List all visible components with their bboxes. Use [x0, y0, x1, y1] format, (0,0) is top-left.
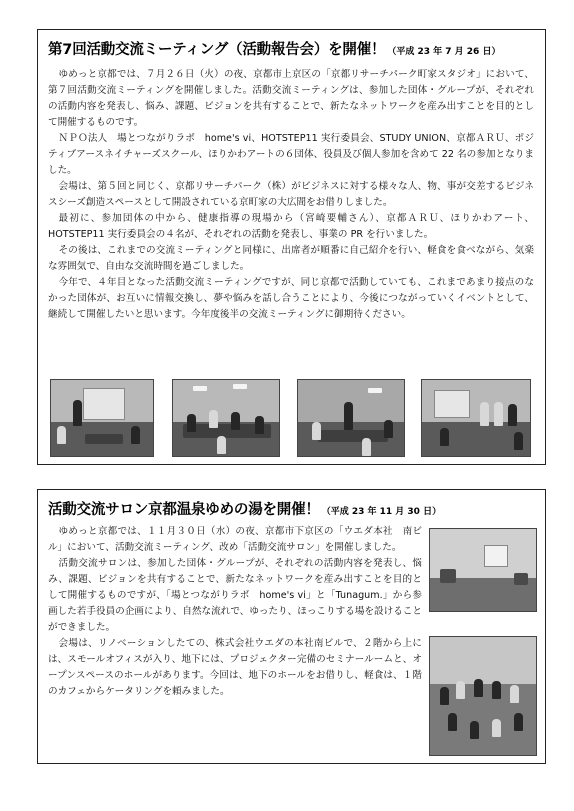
- section2-paragraph: 活動交流サロンは、参加した団体・グループが、それぞれの活動内容を発表し、悩み、課題、ビジョンを共有することで、新たなネットワークを産み出すことを目的として開催するものですが、「場とつながりラボ home's vi」と「Tunagum.」から参画した若手役員の企画により、自然な流れで、ゆったり、ほっこりする場を設けることができました。: [48, 558, 422, 633]
- salon-photo-circle: [429, 636, 537, 756]
- section1-paragraph: 今年で、４年目となった活動交流ミーティングですが、同じ京都で活動していても、これまであまり接点のなかった団体が、お互いに情報交換し、夢や悩みを話し合うことにより、今後につながっていくイベントとして、継続して開催したいと思います。今年度後半の交流ミーティングに御期待ください。: [48, 277, 534, 320]
- section2-body: [48, 524, 422, 700]
- section1-paragraph: 最初に、参加団体の中から、健康指導の現場から（宮崎要輔さん）、京都ＡＲＵ、ほりかわアート、HOTSTEP11 実行委員会の４名が、それぞれの活動を発表し、事業の PR を行いました。: [48, 213, 534, 240]
- meeting-photo-presentation: [50, 379, 154, 457]
- meeting-photo-presenters: [421, 379, 531, 457]
- section2-paragraph: ゆめっと京都では、１１月３０日（水）の夜、京都市下京区の「ウエダ本社 南ビル」において、活動交流ミーティング、改め「活動交流サロン」を開催しました。: [48, 526, 422, 553]
- section-salon-event: [37, 489, 546, 764]
- meeting-photo-speaker: [297, 379, 405, 457]
- salon-photo-hall: [429, 528, 537, 612]
- meeting-photo-group: [172, 379, 280, 457]
- section2-paragraph: 会場は、リノベーションしたての、株式会社ウエダの本社南ビルで、２階から上には、スモールオフィスが入り、地下には、プロジェクター完備のセミナールームと、オープンスペースのホールがあります。今回は、地下のホールをお借りし、軽食は、１階のカフェからケータリングを頼みました。: [48, 638, 422, 697]
- section1-body: [48, 67, 534, 323]
- section2-heading: [48, 498, 441, 519]
- section2-date: （平成 23 年 11 月 30 日）: [321, 507, 442, 517]
- section-meeting-report: [37, 29, 546, 465]
- section1-paragraph: ＮＰＯ法人 場とつながりラボ home's vi、HOTSTEP11 実行委員会、STUDY UNION、京都ＡＲＵ、ポジティブアースネイチャーズスクール、ほりかわアートの６団体、役員及び個人参加を含めて 22 名の参加となりました。: [48, 133, 534, 176]
- section1-paragraph: 会場は、第５回と同じく、京都リサーチパーク（株）がビジネスに対する様々な人、物、事が交差するビジネスシーズ創造スペースとして開設されている京町家の大広間をお借りしました。: [48, 181, 534, 208]
- section1-heading: [48, 38, 500, 59]
- section1-title: 第7回活動交流ミーティング（活動報告会）を開催！: [48, 42, 386, 58]
- section1-paragraph: その後は、これまでの交流ミーティングと同様に、出席者が順番に自己紹介を行い、軽食を食べながら、気楽な雰囲気で、自由な交流時間を過ごしました。: [48, 245, 534, 272]
- section2-title: 活動交流サロン京都温泉ゆめの湯を開催！: [48, 502, 320, 518]
- section1-date: （平成 23 年 7 月 26 日）: [387, 47, 501, 57]
- section1-paragraph: ゆめっと京都では、７月２６日（火）の夜、京都市上京区の「京都リサーチパーク町家スタジオ」において、第７回活動交流ミーティングを開催しました。活動交流ミーティングは、参加した団体・グループが、それぞれの活動内容を発表し、悩み、課題、ビジョンを共有することで、新たなネットワークを産み出すことを目的として開催するものです。: [48, 69, 534, 128]
